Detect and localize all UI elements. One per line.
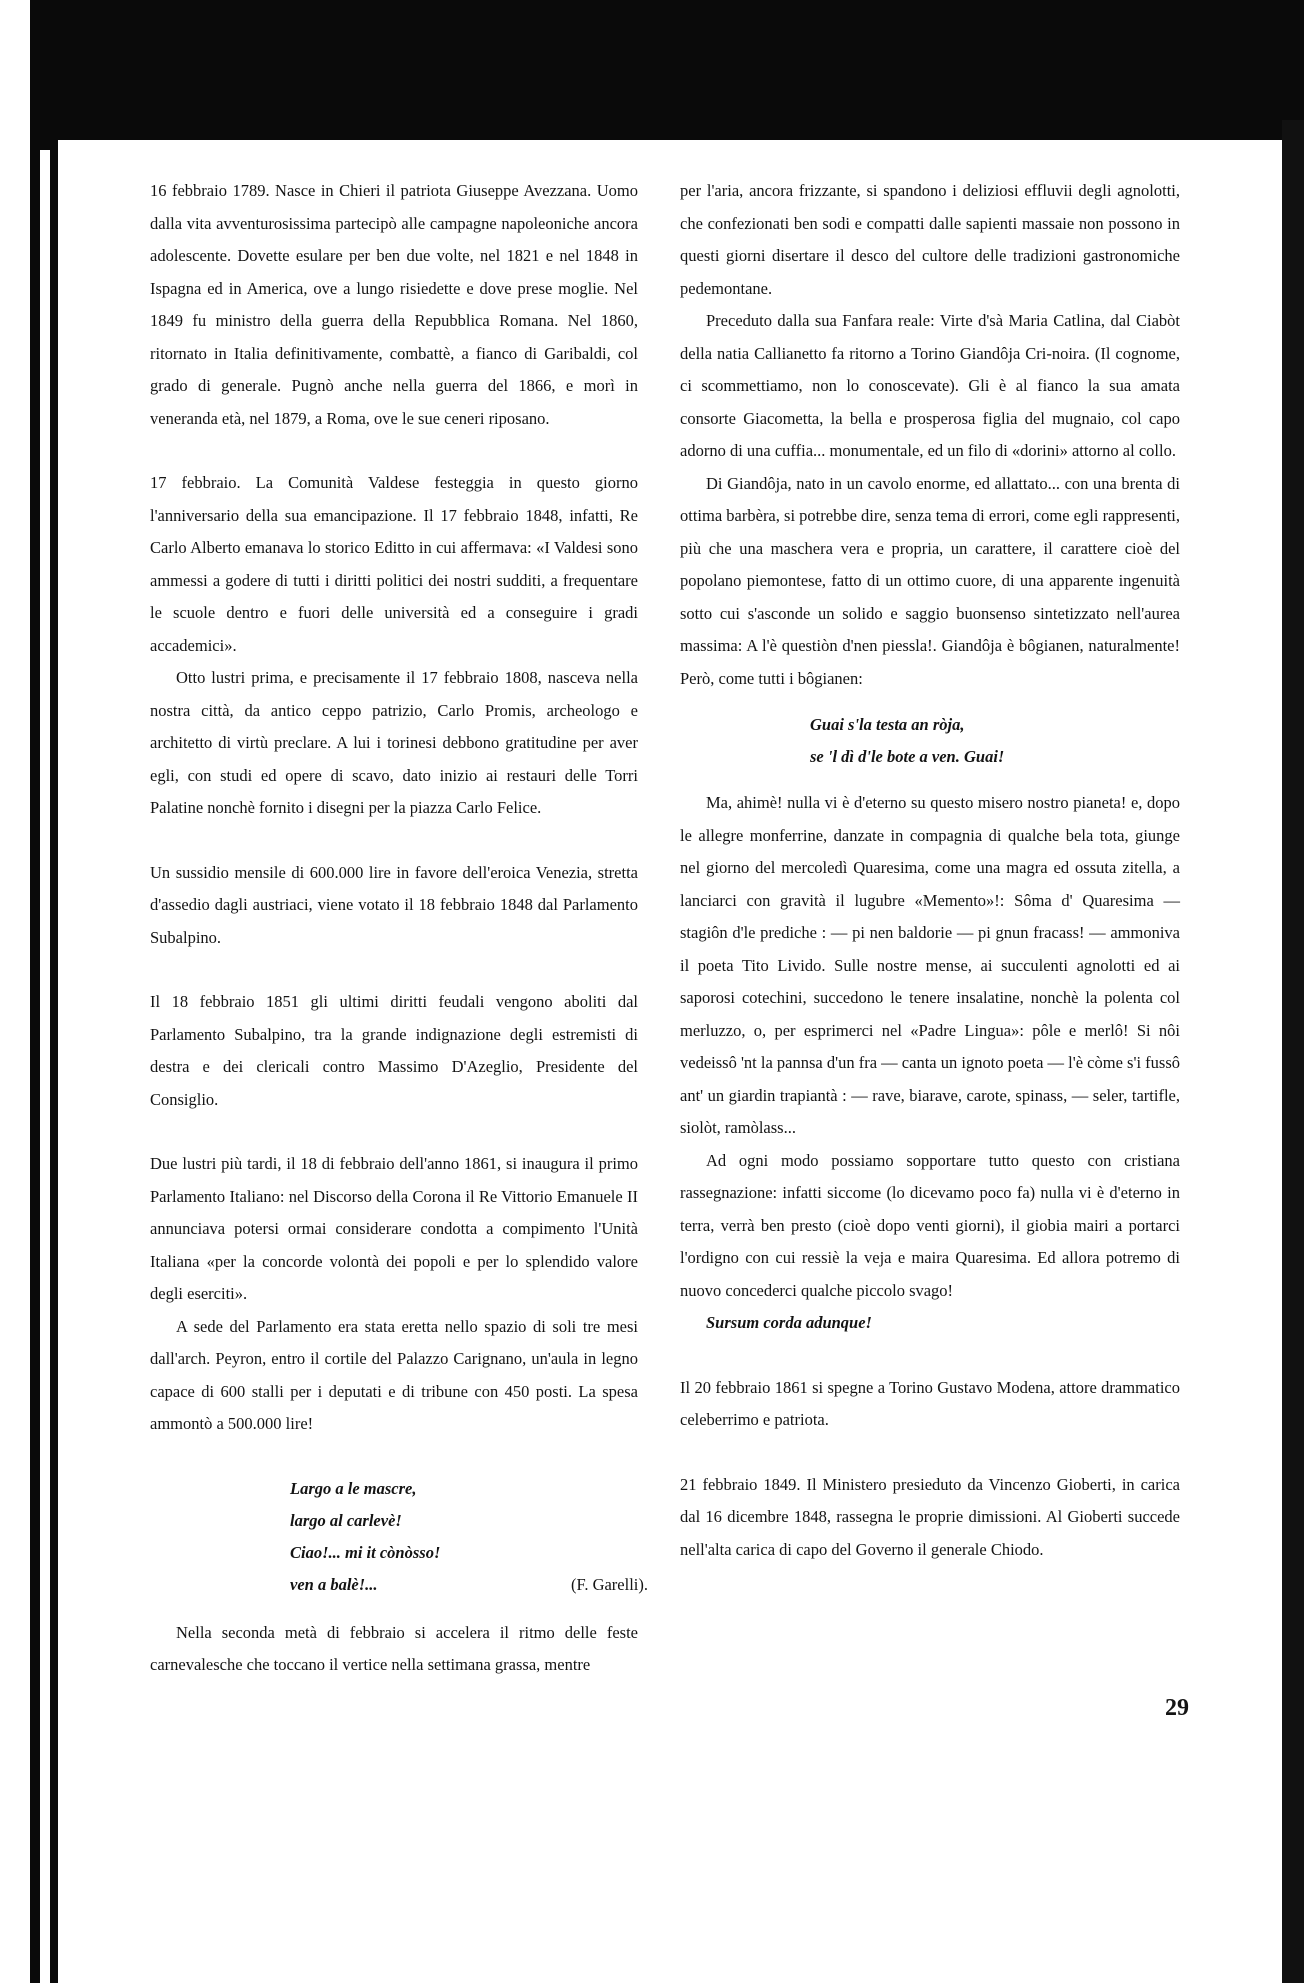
verse-line: Largo a le mascre, [290,1478,417,1498]
top-black-band [0,0,1304,140]
entry-parliament-hall: A sede del Parlamento era stata eretta nello spazio di soli tre mesi dall'arch. Peyron, entro il cortile del Palazzo Carignano, un'aula in legno capace di 600 stalli per i deputati e di tribune con 450 posti. La spesa ammontò a 500.000 lire! [150,1316,638,1433]
entry-feudal-rights: Il 18 febbraio 1851 gli ultimi diritti feudali vengono aboliti dal Parlamento Subalpino, tra la grande indignazione degli estremisti di destra e dei clericali contro Massimo D'Azeglio, Presidente del Consiglio. [150,992,638,1109]
left-binding-rule [30,120,58,1983]
carnival-verse [290,1473,648,1601]
verse-credit: (F. Garelli). [570,1574,648,1594]
motto-line: Sursum corda adunque! [706,1313,872,1332]
entry-giandoja-character: Di Giandôja, nato in un cavolo enorme, ed allattato... con una brenta di ottima barbèra, si potrebbe dire, senza tema di errori, come egli rappresenti, più che una maschera vera e propria, un carattere, il carattere cioè del popolano piemontese, fatto di un ottimo cuore, di una apparente ingenuità sotto cui s'asconde un solido e saggio buonsenso sintetizzato nell'aurea massima: A l'è questiòn d'nen piessla!. Giandôja è bôgianen, naturalmente! Però, come tutti i bôgianen: [680,473,1180,688]
entry-quaresima: Ma, ahimè! nulla vi è d'eterno su questo misero nostro pianeta! e, dopo le allegre monferrine, danzate in compagnia di qualche bela tota, giunge nel giorno del mercoledì Quaresima, come una magra ed ossuta zitella, a lanciarci con gravità il lugubre «Memento»!: Sôma d' Quaresima — stagiôn d'le prediche : — pi nen baldorie — pi gnun fracass! — ammoniva il poeta Tito Livido. Sulle nostre mense, ai succulenti agnolotti ed ai saporosi cotechini, succedono le tenere insalatine, nonchè la polenta col merluzzo, o, per esprimerci nel «Padre Lingua»: pôle e merlô! Si nôi vedeissô 'nt la pannsa d'un fra — canta un ignoto poeta — l'è còme s'i fussô ant' un giardin trapiantà : — rave, biarave, carote, spinass, — seler, tartifle, siolòt, ramòlass... [680,793,1180,1137]
verse-line: se 'l dì d'le bote a ven. Guai! [810,747,1005,766]
verse-line: Guai s'la testa an ròja, [810,715,965,734]
entry-17-february: 17 febbraio. La Comunità Valdese festeggia in questo giorno l'anniversario della sua emancipazione. Il 17 febbraio 1848, infatti, Re Carlo Alberto emanava lo storico Editto in cui affermava: «I Valdesi sono ammessi a godere di tutti i diritti politici dei nostri sudditi, a frequentare le scuole dentro e fuori delle università ed a conseguire i gradi accademici». [150,473,638,655]
entry-modena: Il 20 febbraio 1861 si spegne a Torino Gustavo Modena, attore drammatico celeberrimo e patriota. [680,1377,1180,1429]
left-rule-inner [40,150,50,1983]
page-number: 29 [1165,1695,1189,1721]
entry-carnival-start: Nella seconda metà di febbraio si accelera il ritmo delle feste carnevalesche che toccano il vertice nella settimana grassa, mentre [150,1622,638,1674]
entry-16-february: 16 febbraio 1789. Nasce in Chieri il patriota Giuseppe Avezzana. Uomo dalla vita avventurosissima partecipò alle campagne napoleoniche ancora adolescente. Dovette esulare per ben due volte, nel 1821 e nel 1848 in Ispagna ed in America, ove a lungo risiedette e dove prese moglie. Nel 1849 fu ministro della guerra della Repubblica Romana. Nel 1860, ritornato in Italia definitivamente, combattè, a fianco di Garibaldi, col grado di generale. Pugnò anche nella guerra del 1866, e morì in veneranda età, nel 1879, a Roma, ove le sue ceneri riposano. [150,181,638,428]
right-column [680,175,1180,1566]
entry-rassegnazione: Ad ogni modo possiamo sopportare tutto questo con cristiana rassegnazione: infatti siccome (lo dicevamo poco fa) nulla vi è d'eterno in terra, verrà ben presto (cioè dopo venti giorni), il giobia mairi a portarci l'ordigno con cui ressiè la veja e maira Quaresima. Ed allora potremo di nuovo concederci qualche piccolo svago! [680,1150,1180,1300]
verse-line: Ciao!... mi it cònòsso! [290,1542,441,1562]
verse-line: largo al carlevè! [290,1510,402,1530]
left-column [150,175,648,1682]
entry-giandoja-return: Preceduto dalla sua Fanfara reale: Virte d'sà Maria Catlina, dal Ciabòt della natia Callianetto fa ritorno a Torino Giandôja Cri-noira. (Il cognome, ci scommettiamo, non lo conoscevate). Gli è al fianco la sua amata consorte Giacometta, la bella e prosperosa figlia del mugnaio, col capo adorno di una cuffia... monumentale, ed un filo di «dorini» attorno al collo. [680,311,1180,460]
giandoja-verse [810,709,1180,773]
entry-venezia-subsidy: Un sussidio mensile di 600.000 lire in favore dell'eroica Venezia, stretta d'assedio dagli austriaci, viene votato il 18 febbraio 1848 dal Parlamento Subalpino. [150,862,638,947]
scan-border-bar [30,0,1304,140]
right-scan-edge [1282,120,1304,1983]
entry-first-parliament: Due lustri più tardi, il 18 di febbraio dell'anno 1861, si inaugura il primo Parlamento Italiano: nel Discorso della Corona il Re Vittorio Emanuele II annunciava potersi ormai considerare condotta a compimento l'Unità Italiana «per la concorde volontà dei popoli e per lo splendido valore degli eserciti». [150,1154,638,1303]
entry-agnolotti: per l'aria, ancora frizzante, si spandono i deliziosi effluvii degli agnolotti, che confezionati ben sodi e compatti dalle sapienti massaie non possono in questi giorni disertare il desco del cultore delle tradizioni gastronomiche pedemontane. [680,181,1180,298]
entry-promis: Otto lustri prima, e precisamente il 17 febbraio 1808, nasceva nella nostra città, da antico ceppo patrizio, Carlo Promis, archeologo e architetto di virtù preclare. A lui i torinesi debbono gratitudine per aver egli, con studi ed opere di scavo, dato inizio ai restauri delle Torri Palatine nonchè fornito i disegni per la piazza Carlo Felice. [150,668,638,817]
verse-line: ven a balè!... [290,1574,378,1594]
entry-gioberti: 21 febbraio 1849. Il Ministero presieduto da Vincenzo Gioberti, in carica dal 16 dicembre 1848, rassegna le proprie dimissioni. Al Gioberti succede nell'alta carica di capo del Governo il generale Chiodo. [680,1474,1180,1559]
